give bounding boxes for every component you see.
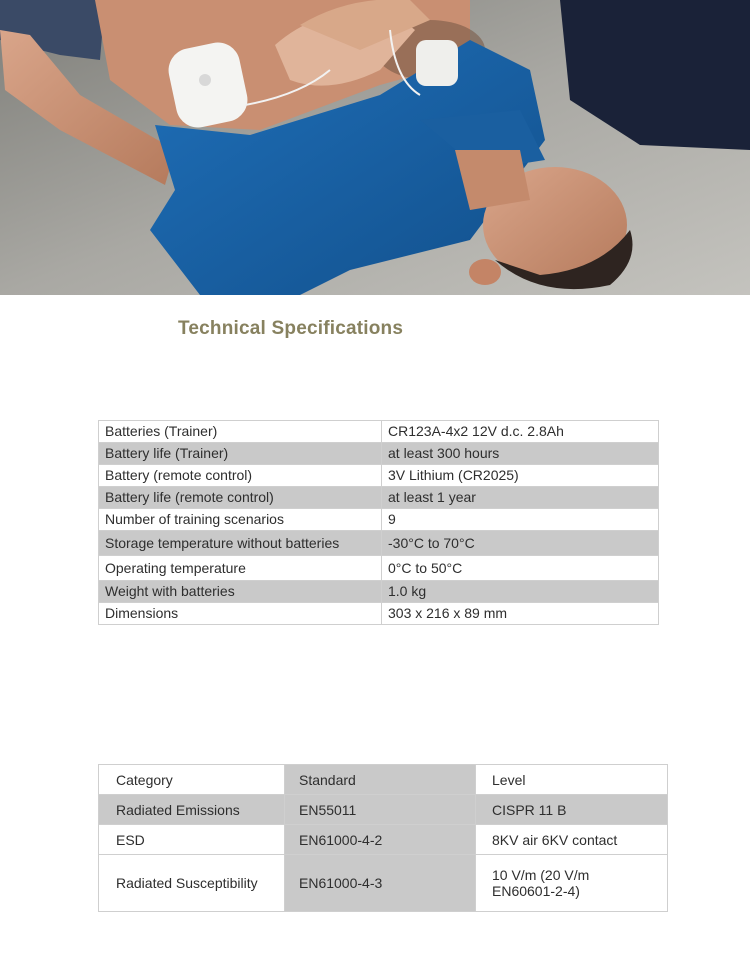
spec-value: 3V Lithium (CR2025) bbox=[382, 465, 659, 487]
emc-standard: EN61000-4-2 bbox=[285, 825, 476, 855]
spec-value: at least 1 year bbox=[382, 487, 659, 509]
table-row bbox=[99, 421, 659, 443]
column-header-category: Category bbox=[99, 765, 285, 795]
spec-label: Batteries (Trainer) bbox=[99, 421, 382, 443]
table-row bbox=[99, 855, 668, 912]
table-row bbox=[99, 487, 659, 509]
table-row bbox=[99, 443, 659, 465]
table-row bbox=[99, 581, 659, 603]
spec-label: Operating temperature bbox=[99, 556, 382, 581]
table-row bbox=[99, 825, 668, 855]
emc-standard: EN61000-4-3 bbox=[285, 855, 476, 912]
emc-standards-table bbox=[98, 764, 668, 912]
table-row bbox=[99, 603, 659, 625]
spec-value: 9 bbox=[382, 509, 659, 531]
spec-label: Battery (remote control) bbox=[99, 465, 382, 487]
table-row bbox=[99, 556, 659, 581]
emc-level-line: 10 V/m (20 V/m bbox=[492, 867, 590, 883]
table-row bbox=[99, 509, 659, 531]
column-header-standard: Standard bbox=[285, 765, 476, 795]
spec-label: Storage temperature without batteries bbox=[99, 531, 382, 556]
spec-label: Dimensions bbox=[99, 603, 382, 625]
spec-value: -30°C to 70°C bbox=[382, 531, 659, 556]
spec-value: at least 300 hours bbox=[382, 443, 659, 465]
column-header-level: Level bbox=[476, 765, 668, 795]
emc-category: Radiated Emissions bbox=[99, 795, 285, 825]
emc-level: CISPR 11 B bbox=[476, 795, 668, 825]
spec-label: Number of training scenarios bbox=[99, 509, 382, 531]
spec-label: Weight with batteries bbox=[99, 581, 382, 603]
table-row bbox=[99, 465, 659, 487]
spec-value: 1.0 kg bbox=[382, 581, 659, 603]
spec-value: CR123A-4x2 12V d.c. 2.8Ah bbox=[382, 421, 659, 443]
cpr-training-illustration bbox=[0, 0, 750, 295]
hero-photo bbox=[0, 0, 750, 295]
spec-label: Battery life (remote control) bbox=[99, 487, 382, 509]
emc-standard: EN55011 bbox=[285, 795, 476, 825]
spec-value: 303 x 216 x 89 mm bbox=[382, 603, 659, 625]
table-header-row bbox=[99, 765, 668, 795]
spec-label: Battery life (Trainer) bbox=[99, 443, 382, 465]
emc-level bbox=[476, 855, 668, 912]
spec-value: 0°C to 50°C bbox=[382, 556, 659, 581]
emc-category: Radiated Susceptibility bbox=[99, 855, 285, 912]
emc-level: 8KV air 6KV contact bbox=[476, 825, 668, 855]
table-row bbox=[99, 795, 668, 825]
table-row bbox=[99, 531, 659, 556]
page-title: Technical Specifications bbox=[178, 318, 404, 339]
emc-level-line: EN60601-2-4) bbox=[492, 883, 580, 899]
emc-category: ESD bbox=[99, 825, 285, 855]
technical-specifications-table bbox=[98, 420, 659, 625]
